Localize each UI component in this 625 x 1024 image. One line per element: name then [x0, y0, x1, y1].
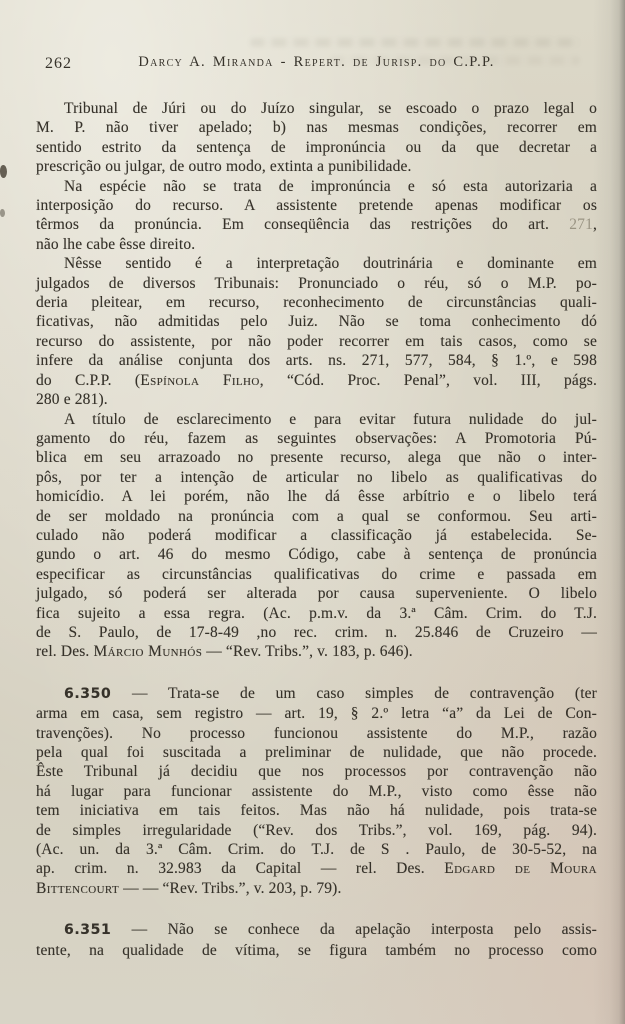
text-line — [36, 468, 597, 487]
text-run: Nêsse sentido é a interpretação doutrinária e dominante em — [64, 255, 597, 273]
text-run: de S. Paulo, de 17-8-49 ,no rec. crim. n. 25.846 de Cruzeiro — — [36, 623, 597, 641]
small-caps-name: Márcio Munhós — [93, 643, 203, 661]
page-number: 262 — [45, 55, 72, 72]
text-line — [36, 724, 597, 743]
text-run: têrmos da pronúncia. Em conseqüência das restrições do art. — [36, 216, 570, 234]
text-line — [36, 801, 597, 820]
page-header — [36, 54, 597, 76]
text-line — [36, 941, 597, 960]
text-run: M. P. não tiver apelado; b) nas mesmas condições, recorrer em — [36, 119, 597, 137]
text-run: não lhe cabe êsse direito. — [36, 235, 196, 253]
section-number: 6.351 — [64, 922, 112, 939]
text-run: Êste Tribunal já decidiu que nos processos por contravenção não — [36, 763, 597, 781]
text-run: recurso do assistente, por não poder recorrer em tais casos, como se — [36, 332, 597, 350]
text-line — [36, 623, 597, 642]
text-run: , “Cód. Proc. Penal”, vol. III, págs. — [259, 371, 597, 389]
text-line — [36, 821, 597, 840]
text-run: julgado, só poderá ser alterada por causa superveniente. O libelo — [36, 585, 597, 603]
text-run: deria pleitear, em recurso, reconhecimento de circunstâncias quali- — [36, 294, 597, 312]
text-run: A título de esclarecimento e para evitar futura nulidade do jul- — [64, 410, 597, 428]
text-line — [36, 410, 597, 429]
text-run: tente, na qualidade de vítima, se figura também no processo como — [36, 941, 597, 959]
text-line — [36, 177, 597, 196]
text-run: pela qual foi suscitada a preliminar de nulidade, que não procede. — [36, 744, 597, 761]
small-caps-name: Bittencourt — [36, 879, 120, 897]
text-line — [36, 545, 597, 564]
text-run: julgados de diversos Tribunais: Pronunciado o réu, só o M.P. po- — [36, 274, 597, 292]
text-run: gundo o art. 46 do mesmo Código, cabe à sentença de pronúncia — [36, 546, 597, 564]
ink-blot-artifact — [0, 165, 7, 178]
text-line — [36, 604, 597, 623]
text-run: sentido estrito da sentença de impronúncia ou da que decretar a — [36, 138, 597, 156]
text-line — [36, 312, 597, 331]
text-line — [36, 351, 597, 370]
text-run: — — “Rev. Tribs.”, v. 203, p. 79). — [119, 879, 342, 897]
text-run: especificar as circunstâncias qualificativas do crime e passada em — [36, 565, 597, 583]
text-run: ficativas, não admitidas pelo Juiz. Não se toma conhecimento dó — [36, 313, 597, 331]
text-line — [36, 99, 597, 118]
text-line — [36, 157, 597, 176]
text-line — [36, 390, 597, 409]
text-line — [36, 642, 597, 661]
running-title: Darcy A. Miranda - Repert. de Jurisp. do C.P.P. — [138, 54, 495, 70]
text-line — [36, 565, 597, 584]
text-run: infere da análise conjunta dos arts. ns. 271, 577, 584, § 1.º, e 598 — [36, 352, 597, 370]
text-run: homicídio. A lei porém, não lhe dá êsse arbítrio e o libelo terá — [36, 488, 597, 506]
text-line — [36, 507, 597, 526]
small-caps-name: Espínola Filho — [140, 371, 260, 389]
text-run: Tribunal de Júri ou do Juízo singular, se escoado o prazo legal o — [64, 100, 597, 117]
text-block — [36, 99, 597, 960]
section-number: 6.350 — [64, 685, 112, 702]
text-line — [36, 448, 597, 467]
text-line — [36, 743, 597, 762]
text-run: pôs, por ter a intenção de articular no libelo as qualificativas do — [36, 468, 597, 486]
paragraph-na-especie — [36, 177, 597, 255]
text-run: — “Rev. Tribs.”, v. 183, p. 646). — [202, 643, 413, 661]
text-run: — Não se conhece da apelação interposta pelo assis- — [111, 921, 597, 939]
text-run: gamento do réu, fazem as seguintes observações: A Promotoria Pú- — [36, 429, 597, 447]
text-run: ap. crim. n. 32.983 da Capital — rel. Des. — [36, 860, 445, 878]
bleedthrough-artifact — [250, 38, 580, 47]
text-run: travenções). No processo funcionou assistente do M.P., razão — [36, 724, 597, 742]
text-line — [36, 274, 597, 293]
text-line — [36, 487, 597, 506]
faded-text: 271 — [569, 216, 593, 234]
text-run: interposição do recurso. A assistente pretende apenas modificar os — [36, 197, 597, 215]
text-run: do C.P.P. ( — [36, 371, 141, 389]
paragraph-tribunal-juri — [36, 99, 597, 177]
text-run: rel. Des. — [36, 643, 94, 661]
text-run: (Ac. un. da 3.ª Câm. Crim. do T.J. de S . Paulo, de 30-5-52, na — [36, 841, 597, 859]
text-run: , — [592, 216, 597, 234]
paragraph-a-titulo — [36, 410, 597, 662]
text-line — [36, 584, 597, 603]
text-line — [36, 429, 597, 448]
text-line — [36, 254, 597, 273]
text-line — [36, 118, 597, 137]
text-run: tem iniciativa em tais feitos. Mas não há nulidade, pois trata-se — [36, 802, 597, 820]
text-line — [36, 138, 597, 157]
text-run: 280 e 281). — [36, 391, 108, 409]
text-line — [36, 762, 597, 781]
text-line — [36, 684, 597, 704]
text-run: — Trata-se de um caso simples de contravenção (ter — [111, 684, 597, 702]
text-line — [36, 196, 597, 215]
text-line — [36, 526, 597, 545]
paragraph-nesse-sentido — [36, 254, 597, 409]
text-line — [36, 920, 597, 940]
text-run: blica em seu arrazoado no presente recurso, alega que não o inter- — [36, 449, 597, 467]
text-run: de simples irregularidade (“Rev. dos Tribs.”, vol. 169, pág. 94). — [36, 821, 597, 839]
text-line — [36, 704, 597, 723]
text-line — [36, 293, 597, 312]
text-line — [36, 879, 597, 898]
small-caps-name: Edgard de Moura — [444, 860, 597, 878]
text-line — [36, 859, 597, 878]
text-line — [36, 782, 597, 801]
text-line — [36, 371, 597, 390]
text-run: arma em casa, sem registro — art. 19, § 2.º letra “a” da Lei de Con- — [36, 705, 597, 723]
text-run: culado não poderá modificar a classificação já estabelecida. Se- — [36, 526, 597, 544]
text-run: fica sujeito a essa regra. (Ac. p.m.v. da 3.ª Câm. Crim. do T.J. — [36, 604, 597, 622]
text-line — [36, 215, 597, 234]
text-line — [36, 235, 597, 254]
paragraph-6350 — [36, 684, 597, 898]
ink-blot-artifact — [0, 209, 5, 217]
text-run: há lugar para funcionar assistente do M.P., visto como êsse não — [36, 782, 597, 800]
text-line — [36, 332, 597, 351]
paragraph-6351 — [36, 920, 597, 960]
text-line — [36, 840, 597, 859]
text-run: Na espécie não se trata de impronúncia e só esta autorizaria a — [64, 177, 597, 195]
text-run: de ser moldado na pronúncia com a qual se conformou. Seu arti- — [36, 507, 597, 525]
text-run: prescrição ou julgar, de outro modo, extinta a punibilidade. — [36, 158, 412, 176]
